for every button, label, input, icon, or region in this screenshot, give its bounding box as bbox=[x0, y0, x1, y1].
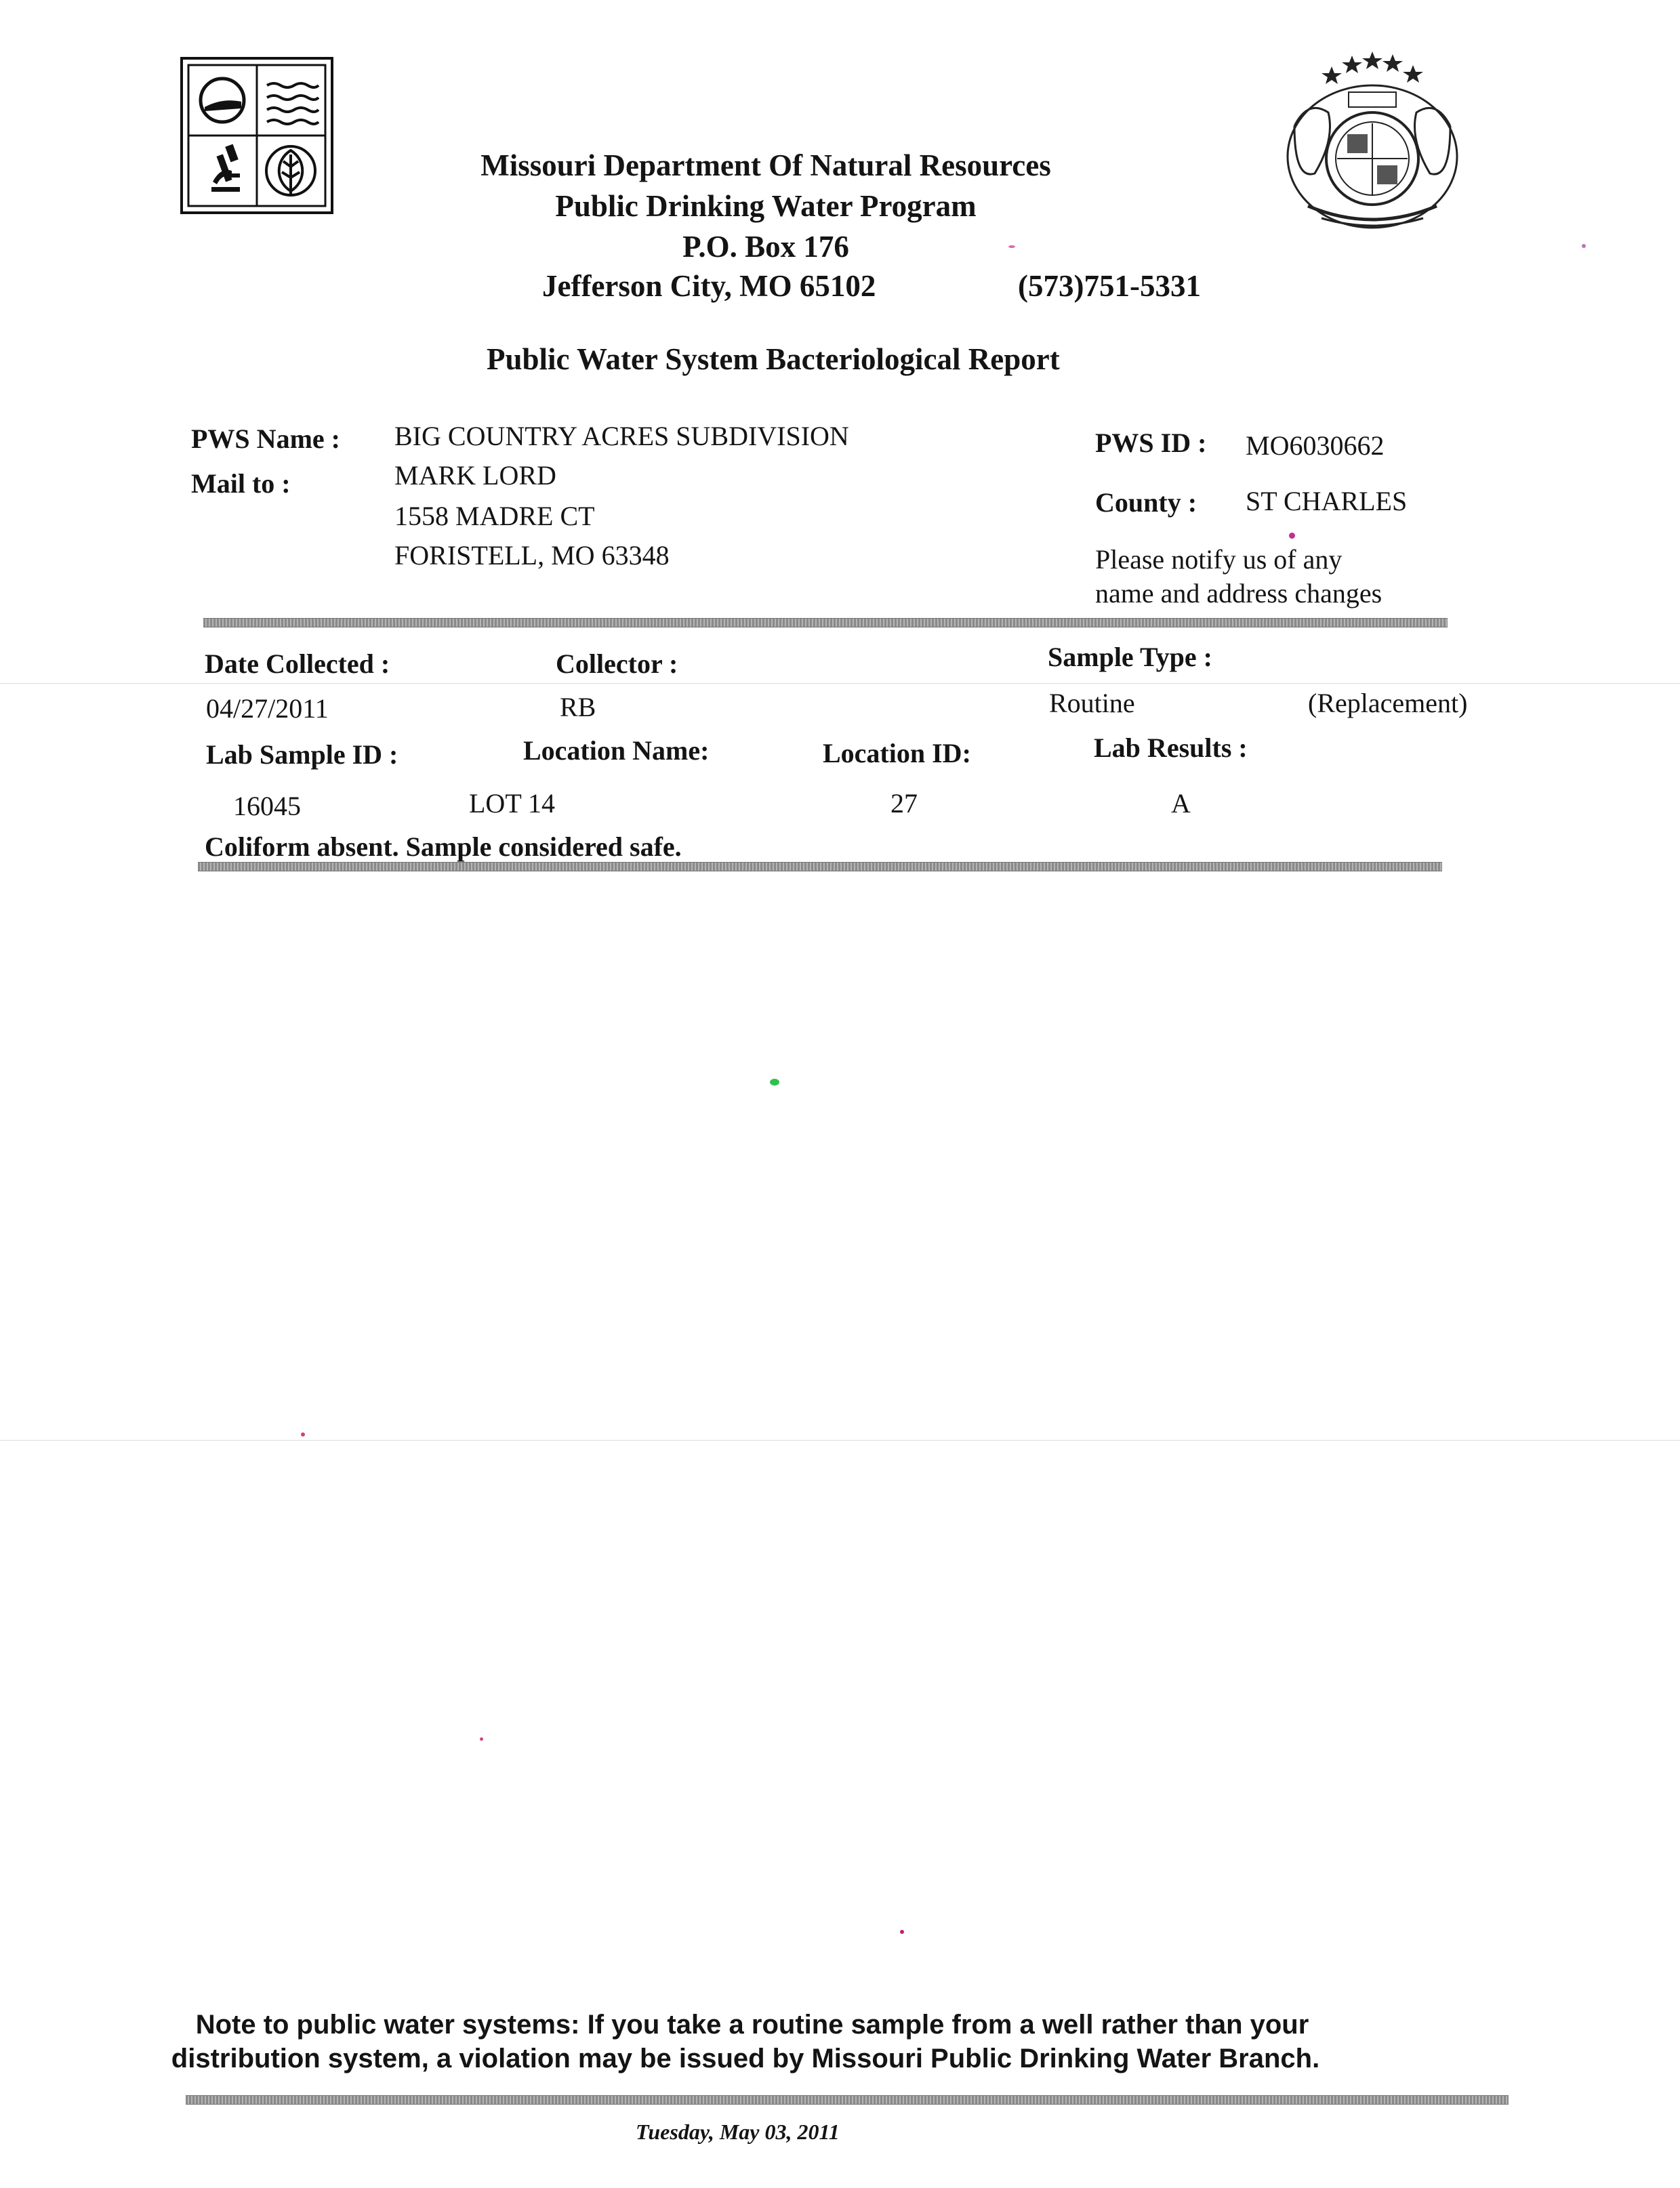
po-box: P.O. Box 176 bbox=[682, 230, 849, 264]
scan-speck bbox=[480, 1737, 483, 1741]
collector: RB bbox=[560, 692, 596, 722]
agency-phone: (573)751-5331 bbox=[1018, 269, 1201, 303]
divider-rule bbox=[203, 618, 1448, 627]
scan-speck bbox=[1582, 244, 1586, 248]
location-id: 27 bbox=[890, 788, 918, 819]
fold-line bbox=[0, 1440, 1680, 1441]
mail-to-label: Mail to : bbox=[191, 468, 291, 499]
pws-id: MO6030662 bbox=[1246, 430, 1385, 461]
location-name: LOT 14 bbox=[469, 788, 556, 819]
sample-type: Routine bbox=[1049, 688, 1135, 718]
agency-city: Jefferson City, MO 65102 bbox=[542, 269, 876, 303]
agency-name: Missouri Department Of Natural Resources bbox=[480, 148, 1051, 182]
notice-line-1: Please notify us of any bbox=[1095, 544, 1343, 575]
fold-line bbox=[0, 683, 1680, 684]
divider-rule bbox=[198, 862, 1442, 871]
date-collected: 04/27/2011 bbox=[206, 693, 329, 724]
program-name: Public Drinking Water Program bbox=[555, 189, 977, 223]
pws-name-label: PWS Name : bbox=[191, 424, 340, 454]
address-line-2: FORISTELL, MO 63348 bbox=[394, 540, 670, 571]
note-line-2: distribution system, a violation may be issued by Missouri Public Drinking Water Branch. bbox=[171, 2044, 1320, 2073]
sample-type-label: Sample Type : bbox=[1048, 642, 1212, 672]
contact-name: MARK LORD bbox=[394, 460, 556, 491]
lab-results-label: Lab Results : bbox=[1094, 732, 1248, 763]
location-name-label: Location Name: bbox=[523, 735, 710, 766]
air-icon bbox=[201, 79, 244, 122]
lab-sample-id: 16045 bbox=[233, 791, 301, 821]
scan-speck bbox=[770, 1079, 779, 1086]
scan-speck bbox=[900, 1930, 904, 1934]
lab-results: A bbox=[1171, 788, 1191, 819]
collector-label: Collector : bbox=[556, 648, 678, 679]
note-line-1: Note to public water systems: If you take a routine sample from a well rather than your bbox=[195, 2010, 1309, 2040]
pws-name: BIG COUNTRY ACRES SUBDIVISION bbox=[394, 421, 849, 451]
scan-speck bbox=[1289, 533, 1295, 539]
notice-line-2: name and address changes bbox=[1095, 578, 1382, 608]
lab-sample-id-label: Lab Sample ID : bbox=[206, 739, 398, 770]
footer-date: Tuesday, May 03, 2011 bbox=[636, 2120, 840, 2144]
date-collected-label: Date Collected : bbox=[205, 648, 390, 679]
water-icon bbox=[267, 83, 319, 124]
report-title: Public Water System Bacteriological Report bbox=[487, 342, 1060, 376]
scan-speck bbox=[301, 1432, 305, 1437]
county: ST CHARLES bbox=[1246, 486, 1408, 516]
location-id-label: Location ID: bbox=[823, 738, 971, 768]
divider-rule bbox=[186, 2095, 1509, 2105]
star-icon bbox=[1322, 51, 1423, 84]
pws-id-label: PWS ID : bbox=[1095, 428, 1207, 458]
address-line-1: 1558 MADRE CT bbox=[394, 501, 595, 531]
county-label: County : bbox=[1095, 487, 1197, 518]
conclusion: Coliform absent. Sample considered safe. bbox=[205, 831, 682, 862]
sample-type-extra: (Replacement) bbox=[1308, 688, 1468, 718]
